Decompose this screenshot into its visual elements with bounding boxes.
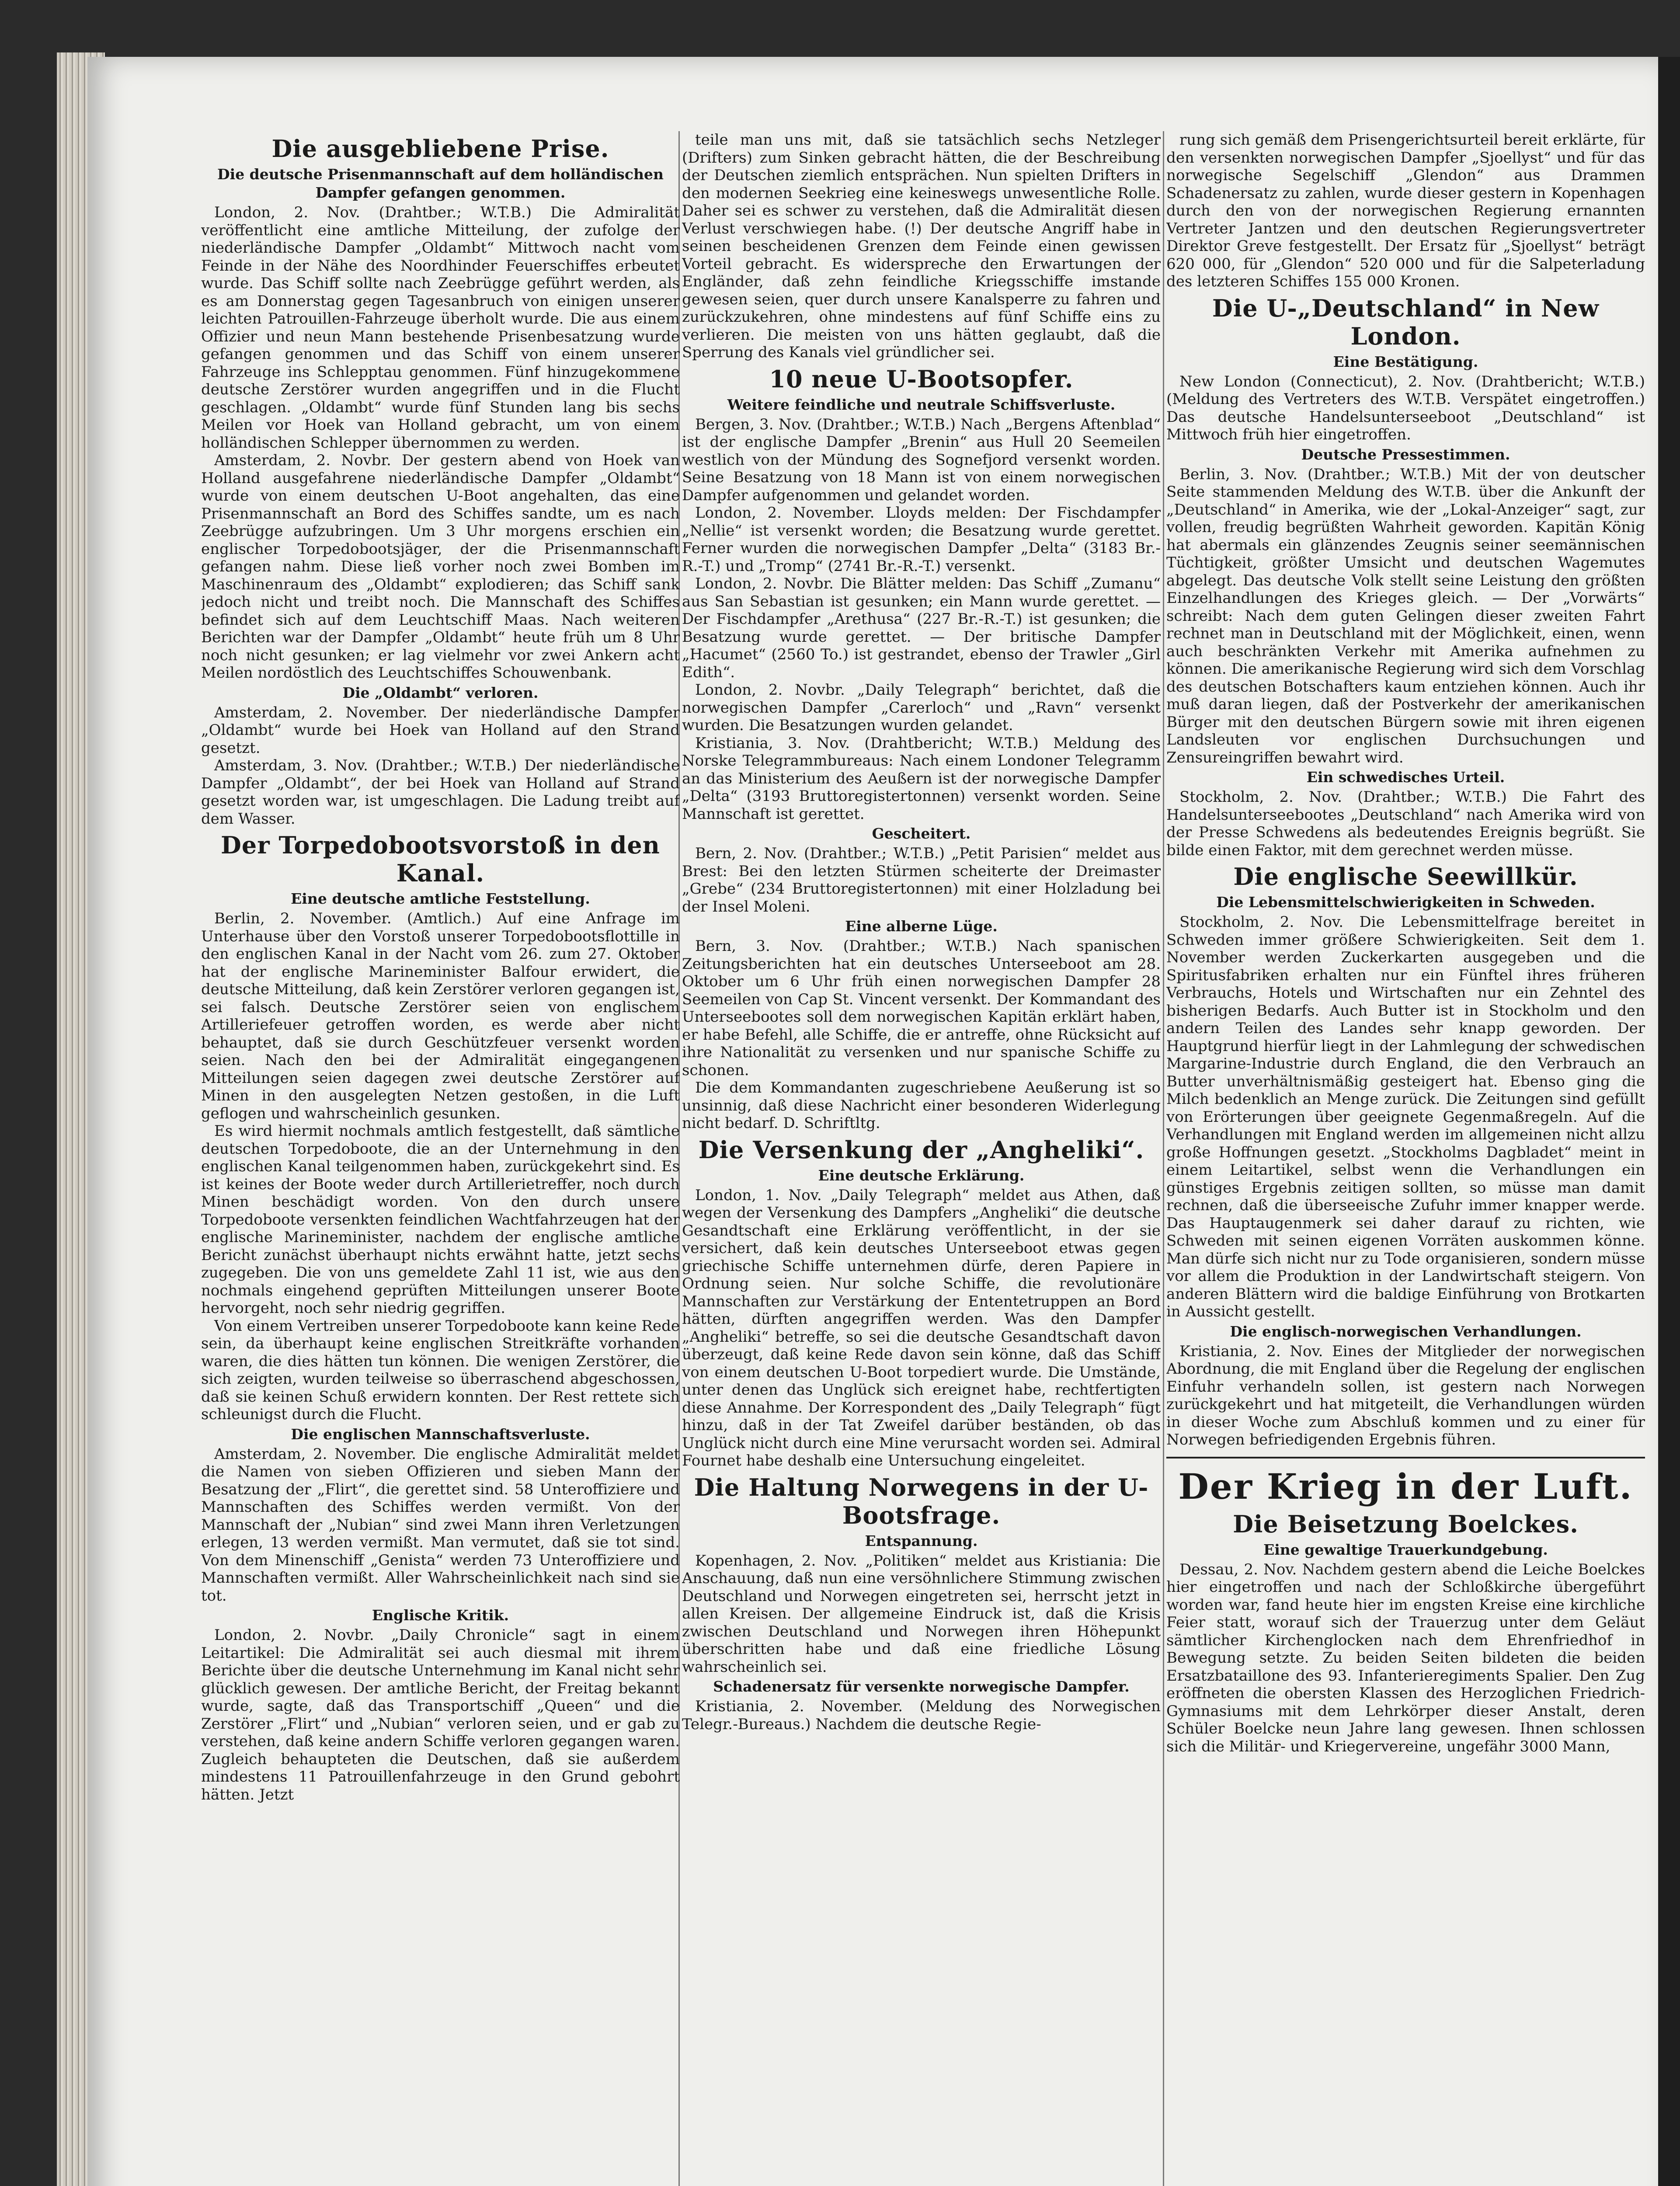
- article-subheadline: Eine Bestätigung.: [1333, 353, 1478, 370]
- article-paragraph: Amsterdam, 2. November. Der niederländische Dampfer „Oldambt“ wurde bei Hoek van Holland auf den Strand gesetzt.: [201, 703, 680, 757]
- article-paragraph: Amsterdam, 3. Nov. (Drahtber.; W.T.B.) Der niederländische Dampfer „Oldambt“, der bei Hoek van Holland auf Strand gesetzt worden war, ist umgeschlagen. Die Ladung treibt auf dem Wasser.: [201, 757, 680, 828]
- article-subheadline: Eine deutsche amtliche Feststellung.: [291, 890, 590, 907]
- article-paragraph: London, 2. Novbr. „Daily Chronicle“ sagt in einem Leitartikel: Die Admiralität sei auch diesmal mit ihrem Berichte über die deutsche Unternehmung im Kanal nicht sehr glücklich gewesen. Der amtliche Bericht, der Freitag bekannt wurde, sagte, daß das Transportschiff „Queen“ und die Zerstörer „Flirt“ und „Nubian“ verloren seien, und er gab zu verstehen, daß keine andern Schiffe verloren gegangen waren. Zugleich behaupteten die Deutschen, daß sie außerdem mindestens 11 Patrouillenfahrzeuge in den Grund gebohrt hätten. Jetzt: [201, 1626, 680, 1803]
- article-paragraph: London, 2. November. Lloyds melden: Der Fischdampfer „Nellie“ ist versenkt worden; die Besatzung wurde gerettet. Ferner wurden die norwegischen Dampfer „Delta“ (3183 Br.-R.-T.) und „Tromp“ (2741 Br.-R.-T.) versenkt.: [682, 504, 1161, 575]
- section-headline: Der Krieg in der Luft.: [1178, 1465, 1633, 1507]
- article-paragraph: Amsterdam, 2. Novbr. Der gestern abend von Hoek van Holland ausgefahrene niederländische Dampfer „Oldambt“ wurde von einem deutschen U-Boot angehalten, das eine Prisenmannschaft an Bord des Schiffes sandte, um es nach Zeebrügge aufzubringen. Um 3 Uhr morgens erschien ein englischer Torpedobootsjäger, der die Prisenmannschaft gefangen nahm. Diese ließ vorher noch zwei Bomben im Maschinenraum des „Oldambt“ explodieren; das Schiff sank jedoch nicht und treibt noch. Die Mannschaft des Schiffes befindet sich auf dem Leuchtschiff Maas. Nach weiteren Berichten war der Dampfer „Oldambt“ heute früh um 8 Uhr noch nicht gesunken; er lag vielmehr vor zwei Ankern acht Meilen nordöstlich des Leuchtschiffes Schouwenbank.: [201, 452, 680, 682]
- article-paragraph: London, 2. Novbr. Die Blätter melden: Das Schiff „Zumanu“ aus San Sebastian ist gesunken; ein Mann wurde gerettet. — Der Fischdampfer „Arethusa“ (227 Br.-R.-T.) ist gesunken; die Besatzung wurde gerettet. — Der britische Dampfer „Hacumet“ (2560 To.) ist gestrandet, ebenso der Trawler „Girl Edith“.: [682, 575, 1161, 681]
- scan-border: [1658, 57, 1680, 2186]
- article-headline: Die Haltung Norwegens in der U-Bootsfrage.: [694, 1473, 1149, 1529]
- article-paragraph: Stockholm, 2. Nov. (Drahtber.; W.T.B.) Die Fahrt des Handelsunterseebootes „Deutschland“ nach Amerika wird von der Presse Schwedens als bedeutendes Ereignis begrüßt. Sie bilde einen Faktor, mit dem gerechnet werden müsse.: [1166, 788, 1645, 859]
- article-paragraph: Kopenhagen, 2. Nov. „Politiken“ meldet aus Kristiania: Die Anschauung, daß nun eine versöhnlichere Stimmung zwischen Deutschland und Norwegen eingetreten sei, herrscht jetzt in allen Kreisen. Der allgemeine Eindruck ist, daß die Krisis zwischen Deutschland und Norwegen ihren Höhepunkt überschritten habe und daß eine friedliche Lösung wahrscheinlich sei.: [682, 1552, 1161, 1676]
- article-paragraph: Kristiania, 2. November. (Meldung des Norwegischen Telegr.-Bureaus.) Nachdem die deutsche Regie-: [682, 1698, 1161, 1733]
- article-headline: Die englische Seewillkür.: [1233, 863, 1578, 891]
- article-paragraph: Kristiania, 2. Nov. Eines der Mitglieder der norwegischen Abordnung, die mit England über die Regelung der englischen Einfuhr verhandeln sollen, ist gestern nach Norwegen zurückgekehrt und hat mitgeteilt, die Verhandlungen würden in dieser Woche zum Abschluß kommen und zu einer für Norwegen befriedigenden Ergebnis führen.: [1166, 1342, 1645, 1448]
- article-paragraph: Berlin, 2. November. (Amtlich.) Auf eine Anfrage im Unterhause über den Vorstoß unserer Torpedobootsflottille in den englischen Kanal in der Nacht vom 26. zum 27. Oktober hat der englische Marineminister Balfour erwidert, die deutsche Mitteilung, daß kein Zerstörer verloren gegangen ist, sei falsch. Deutsche Zerstörer seien von englischem Artilleriefeuer getroffen worden, es werde aber nicht behauptet, daß sie durch Geschützfeuer versenkt worden seien. Nach den bei der Admiralität eingegangenen Mitteilungen seien dagegen zwei deutsche Zerstörer auf Minen in den ausgelegten Netzen gestoßen, in die Luft geflogen und wahrscheinlich gesunken.: [201, 910, 680, 1122]
- article-subheadline: Weitere feindliche und neutrale Schiffsverluste.: [727, 396, 1116, 413]
- article-subheadline: Die „Oldambt“ verloren.: [342, 684, 539, 701]
- article-subheadline: Ein schwedisches Urteil.: [1306, 769, 1505, 786]
- column-2: [682, 131, 1161, 2186]
- article-subheadline: Die deutsche Prisenmannschaft auf dem holländischen Dampfer gefangen genommen.: [217, 166, 664, 201]
- article-subheadline: Die Lebensmittelschwierigkeiten in Schweden.: [1216, 894, 1595, 911]
- article-subheadline: Deutsche Pressestimmen.: [1301, 446, 1510, 463]
- article-subheadline: Eine gewaltige Trauerkundgebung.: [1263, 1541, 1548, 1558]
- article-headline: Der Torpedobootsvorstoß in den Kanal.: [221, 831, 660, 887]
- column-1: [201, 131, 680, 2186]
- article-paragraph: London, 2. Nov. (Drahtber.; W.T.B.) Die Admiralität veröffentlicht eine amtliche Mitteilung, der zufolge der niederländische Dampfer „Oldambt“ Mittwoch nacht vom Feinde in der Nähe des Noordhinder Feuerschiffes erbeutet wurde. Das Schiff sollte nach Zeebrügge geführt werden, als es am Donnerstag gegen Tagesanbruch von einigen unserer leichten Patrouillen-Fahrzeuge überholt wurde. Die aus einem Offizier und neun Mann bestehende Prisenbesatzung wurde gefangen genommen und das Schiff von einem unserer Fahrzeuge ins Schlepptau genommen. Fünf hinzugekommene deutsche Zerstörer wurden angegriffen und in die Flucht geschlagen. „Oldambt“ wurde fünf Stunden lang bis sechs Meilen vor Hoek van Holland gebracht, um von einem holländischen Schlepper übernommen zu werden.: [201, 204, 680, 452]
- article-paragraph: London, 1. Nov. „Daily Telegraph“ meldet aus Athen, daß wegen der Versenkung des Dampfers „Angheliki“ die deutsche Gesandtschaft eine Erklärung veröffentlicht, in der sie versichert, daß kein deutsches Unterseeboot etwas gegen griechische Schiffe unternehmen dürfe, deren Papiere in Ordnung seien. Nur solche Schiffe, die revolutionäre Mannschaften zur Verstärkung der Ententetruppen an Bord hätten, dürften angegriffen werden. Was den Dampfer „Angheliki“ betreffe, so sei die deutsche Gesandtschaft davon überzeugt, daß keine Rede davon sein könne, daß das Schiff von einem deutschen U-Boot torpediert wurde. Die Umstände, unter denen das Unglück sich ereignet habe, rechtfertigten diese Annahme. Der Korrespondent des „Daily Telegraph“ fügt hinzu, daß in der Tat Zweifel darüber beständen, ob das Unglück nicht durch eine Mine verursacht worden sei. Admiral Fournet habe deshalb eine Untersuchung eingeleitet.: [682, 1186, 1161, 1469]
- article-subheadline: Gescheitert.: [872, 825, 971, 842]
- article-headline: Die Versenkung der „Angheliki“.: [698, 1135, 1144, 1164]
- article-paragraph: Amsterdam, 2. November. Die englische Admiralität meldet die Namen von sieben Offizieren und sieben Mann der Besatzung der „Flirt“, die gerettet sind. 58 Unteroffiziere und Mannschaften des Schiffes werden vermißt. Von der Mannschaft der „Nubian“ sind zwei Mann ihren Verletzungen erlegen, 13 werden vermißt. Man vermutet, daß sie tot sind. Von dem Minenschiff „Genista“ werden 73 Unteroffiziere und Mannschaften vermißt. Aller Wahrscheinlichkeit nach sind sie tot.: [201, 1445, 680, 1605]
- article-paragraph: Bergen, 3. Nov. (Drahtber.; W.T.B.) Nach „Bergens Aftenblad“ ist der englische Dampfer „Brenin“ aus Hull 20 Seemeilen westlich von der Mündung des Sognefjord versenkt worden. Seine Besatzung von 18 Mann ist von einem norwegischen Dampfer aufgenommen und gelandet worden.: [682, 415, 1161, 504]
- article-paragraph: rung sich gemäß dem Prisengerichtsurteil bereit erklärte, für den versenkten norwegischen Dampfer „Sjoellyst“ und für das norwegische Segelschiff „Glendon“ aus Drammen Schadenersatz zu zahlen, wurde dieser gestern in Kopenhagen durch den von der norwegischen Regierung ernannten Vertreter Jantzen und den deutschen Regierungsvertreter Direktor Greve festgestellt. Der Ersatz für „Sjoellyst“ beträgt 620 000, für „Glendon“ 520 000 und für die Salpeterladung des letzteren Schiffes 155 000 Kronen.: [1166, 131, 1645, 290]
- article-paragraph: Von einem Vertreiben unserer Torpedoboote kann keine Rede sein, da überhaupt keine englischen Streitkräfte vorhanden waren, die dies hätten tun können. Die wenigen Zerstörer, die sich zeigten, wurden teilweise so überraschend abgeschossen, daß sie keinen Schuß erwidern konnten. Der Rest rettete sich schleunigst durch die Flucht.: [201, 1317, 680, 1423]
- column-rule-2: [1163, 131, 1164, 2186]
- article-paragraph: Bern, 3. Nov. (Drahtber.; W.T.B.) Nach spanischen Zeitungsberichten hat ein deutsches Unterseeboot am 28. Oktober um 6 Uhr früh einen norwegischen Dampfer 28 Seemeilen von Cap St. Vincent versenkt. Der Kommandant des Unterseebootes soll dem norwegischen Kapitän erklärt haben, er habe Befehl, alle Schiffe, die er antreffe, ohne Rücksicht auf ihre Nationalität zu versenken und nur spanische Schiffe zu schonen.: [682, 937, 1161, 1079]
- article-paragraph: Dessau, 2. Nov. Nachdem gestern abend die Leiche Boelckes hier eingetroffen und nach der Schloßkirche übergeführt worden war, fand heute hier im engsten Kreise eine kirchliche Feier statt, worauf sich der Trauerzug unter dem Geläut sämtlicher Kirchenglocken nach dem Ehrenfriedhof in Bewegung setzte. Zu beiden Seiten bildeten die beiden Ersatzbataillone des 93. Infanterieregiments Spalier. Den Zug eröffneten die obersten Klassen des Herzoglichen Friedrich-Gymnasiums mit dem Lehrkörper dieser Anstalt, deren Schüler Boelcke neun Jahre lang gewesen. Ihnen schlossen sich die Militär- und Kriegervereine, ungefähr 3000 Mann,: [1166, 1560, 1645, 1755]
- article-headline: Die ausgebliebene Prise.: [271, 135, 609, 163]
- article-headline: 10 neue U-Bootsopfer.: [769, 365, 1074, 393]
- article-subheadline: Eine deutsche Erklärung.: [818, 1166, 1025, 1184]
- article-paragraph: Kristiania, 3. Nov. (Drahtbericht; W.T.B.) Meldung des Norske Telegrammbureaus: Nach einem Londoner Telegramm an das Ministerium des Aeußern ist der norwegische Dampfer „Delta“ (3193 Bruttoregistertonnen) versenkt worden. Seine Mannschaft ist gerettet.: [682, 734, 1161, 823]
- article-subheadline: Eine alberne Lüge.: [845, 918, 998, 935]
- article-subheadline: Die englischen Mannschaftsverluste.: [291, 1425, 590, 1443]
- article-paragraph: London, 2. Novbr. „Daily Telegraph“ berichtet, daß die norwegischen Dampfer „Carerloch“ und „Ravn“ versenkt wurden. Die Besatzungen wurden gelandet.: [682, 681, 1161, 734]
- article-headline: Die Beisetzung Boelckes.: [1233, 1510, 1579, 1538]
- article-paragraph: Stockholm, 2. Nov. Die Lebensmittelfrage bereitet in Schweden immer größere Schwierigkeiten. Seit dem 1. November werden Zuckerkarten ausgegeben und die Spiritusfabriken erhalten nur ein Fünftel ihres früheren Verbrauchs, Hotels und Wirtschaften nur ein Zehntel des bisherigen Bedarfs. Auch Butter ist in Stockholm und den andern Teilen des Landes sehr knapp geworden. Der Hauptgrund hierfür liegt in der Lahmlegung der schwedischen Margarine-Industrie durch England, die den Verbrauch an Butter unverhältnismäßig gesteigert hat. Ebenso ging die Milch bedenklich an Menge zurück. Die Zeitungen sind gefüllt von Erörterungen über geeignete Gegenmaßregeln. Auf die Verhandlungen mit England werden im allgemeinen nicht allzu große Hoffnungen gesetzt. „Stockholms Dagbladet“ meint in einem Leitartikel, selbst wenn die Verhandlungen ein günstiges Ergebnis zeitigen sollten, so müsse man damit rechnen, daß die überseeische Zufuhr immer knapper werde. Das Hauptaugenmerk sei daher darauf zu richten, wie Schweden mit seinen eigenen Vorräten auskommen könne. Man dürfe sich nicht nur zu Tode organisieren, sondern müsse vor allem die Produktion in der Landwirtschaft steigern. Von anderen Blättern wird die baldige Einführung von Brotkarten in Aussicht gestellt.: [1166, 913, 1645, 1320]
- column-3: [1166, 131, 1645, 2186]
- article-paragraph: Berlin, 3. Nov. (Drahtber.; W.T.B.) Mit der von deutscher Seite stammenden Meldung des W.T.B. über die Ankunft der „Deutschland“ in Amerika, wie der „Lokal-Anzeiger“ sagt, zur vollen, freudig begrüßten Wahrheit geworden. Kapitän König hat abermals ein glänzendes Zeugnis seiner seemännischen Tüchtigkeit, größter Umsicht und deutschen Wagemutes abgelegt. Das deutsche Volk stellt seine Leistung den größten Einzelhandlungen des Krieges gleich. — Der „Vorwärts“ schreibt: Nach dem guten Gelingen dieser zweiten Fahrt rechnet man in Deutschland mit der Möglichkeit, einen, wenn auch beschränkten Verkehr mit Amerika aufnehmen zu können. Die amerikanische Regierung wird sich dem Vorschlag des deutschen Botschafters kaum entziehen können. Auch ihr muß daran liegen, daß der Postverkehr der amerikanischen Bürger mit den deutschen Bürgern sowie mit ihren eigenen Landsleuten vor englischen Durchsuchungen und Zensureingriffen bewahrt wird.: [1166, 465, 1645, 766]
- article-paragraph: New London (Connecticut), 2. Nov. (Drahtbericht; W.T.B.) (Meldung des Vertreters des W.T.B. Verspätet eingetroffen.) Das deutsche Handelsunterseeboot „Deutschland“ ist Mittwoch früh hier eingetroffen.: [1166, 372, 1645, 443]
- article-paragraph: Die dem Kommandanten zugeschriebene Aeußerung ist so unsinnig, daß diese Nachricht einer besonderen Widerlegung nicht bedarf. D. Schriftltg.: [682, 1079, 1161, 1132]
- article-subheadline: Die englisch-norwegischen Verhandlungen.: [1230, 1323, 1582, 1340]
- article-paragraph: Es wird hiermit nochmals amtlich festgestellt, daß sämtliche deutschen Torpedoboote, die an der Unternehmung in den englischen Kanal teilgenommen haben, zurückgekehrt sind. Es ist keines der Boote weder durch Artillerietreffer, noch durch Minen beschädigt worden. Von den durch unsere Torpedoboote versenkten feindlichen Wachtfahrzeugen hat der englische Marineminister, nachdem der englische amtliche Bericht zunächst überhaupt nichts erwähnt hatte, jetzt sechs zugegeben. Die von uns gemeldete Zahl 11 ist, wie aus den nochmals eingehend geprüften Mitteilungen unserer Boote hervorgeht, noch sehr niedrig gegriffen.: [201, 1122, 680, 1317]
- article-paragraph: Bern, 2. Nov. (Drahtber.; W.T.B.) „Petit Parisien“ meldet aus Brest: Bei den letzten Stürmen scheiterte der Dreimaster „Grebe“ (234 Bruttoregistertonnen) mit einer Holzladung bei der Insel Moleni.: [682, 845, 1161, 915]
- article-subheadline: Entspannung.: [865, 1532, 978, 1549]
- article-paragraph: teile man uns mit, daß sie tatsächlich sechs Netzleger (Drifters) zum Sinken gebracht hätten, die der Beschreibung der Deutschen ziemlich entsprächen. Nun spielten Drifters in den modernen Seekrieg eine keineswegs unwesentliche Rolle. Daher sei es schwer zu verstehen, daß die Admiralität diesen Verlust verschwiegen habe. (!) Der deutsche Angriff habe in seinen bescheidenen Grenzen dem Feinde einen gewissen Vorteil gebracht. Es widerspreche den Erwartungen der Engländer, daß zehn feindliche Kriegsschiffe imstande gewesen seien, quer durch unsere Kanalsperre zu fahren und zurückzukehren, ohne mindestens auf fünf Schiffe eins zu verlieren. Die meisten von uns hätten geglaubt, daß die Sperrung des Kanals viel gründlicher sei.: [682, 131, 1161, 361]
- article-headline: Die U-„Deutschland“ in New London.: [1212, 294, 1600, 350]
- article-subheadline: Schadenersatz für versenkte norwegische Dampfer.: [713, 1678, 1130, 1695]
- article-subheadline: Englische Kritik.: [372, 1607, 509, 1624]
- section-divider: [1166, 1457, 1645, 1458]
